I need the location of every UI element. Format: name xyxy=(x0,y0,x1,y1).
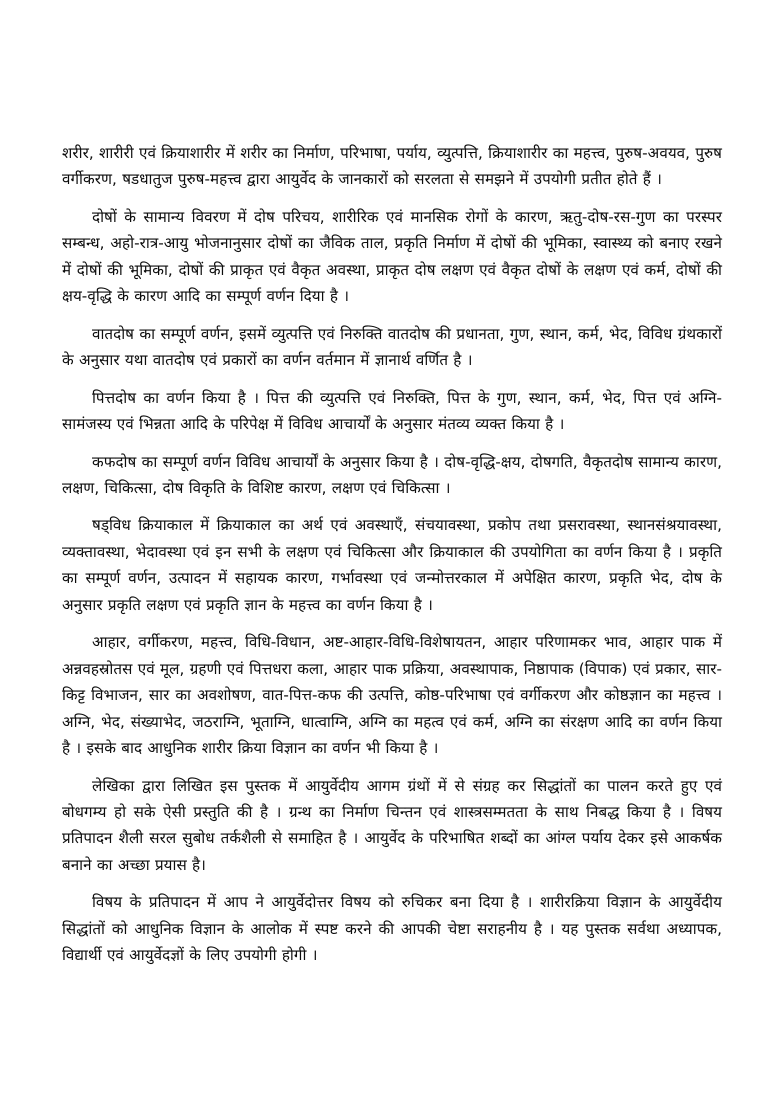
paragraph-vatadosh: वातदोष का सम्पूर्ण वर्णन, इसमें व्युत्पत्ति एवं निरुक्ति वातदोष की प्रधानता, गुण, स्थान, कर्म, भेद, विविध ग्रंथकारों के अनुसार यथा वातदोष एवं प्रकारों का वर्णन वर्तमान में ज्ञानार्थ वर्णित है । xyxy=(62,324,722,370)
paragraph-dosh-samanya: दोषों के सामान्य विवरण में दोष परिचय, शारीरिक एवं मानसिक रोगों के कारण, ऋतु-दोष-रस-गुण का परस्पर सम्बन्ध, अहो-रात्र-आयु भोजनानुसार दोषों का जैविक ताल, प्रकृति निर्माण में दोषों की भूमिका, स्वास्थ्य को बनाए रखने में दोषों की भूमिका, दोषों की प्राकृत एवं वैकृत अवस्था, प्राकृत दोष लक्षण एवं वैकृत दोषों के लक्षण एवं कर्म, दोषों की क्षय-वृद्धि के कारण आदि का सम्पूर्ण वर्णन दिया है । xyxy=(62,207,722,306)
paragraph-pittadosh: पित्तदोष का वर्णन किया है । पित्त की व्युत्पत्ति एवं निरुक्ति, पित्त के गुण, स्थान, कर्म, भेद, पित्त एवं अग्नि-सामंजस्य एवं भिन्नता आदि के परिपेक्ष में विविध आचार्यों के अनुसार मंतव्य व्यक्त किया है । xyxy=(62,388,722,434)
paragraph-sharir: शरीर, शारीरी एवं क्रियाशारीर में शरीर का निर्माण, परिभाषा, पर्याय, व्युत्पत्ति, क्रियाशारीर का महत्त्व, पुरुष-अवयव, पुरुष वर्गीकरण, षडधातुज पुरुष-महत्त्व द्वारा आयुर्वेद के जानकारों को सरलता से समझने में उपयोगी प्रतीत होते हैं । xyxy=(62,144,722,189)
paragraph-shadvidh-kriyakal: षड्विध क्रियाकाल में क्रियाकाल का अर्थ एवं अवस्थाएँ, संचयावस्था, प्रकोप तथा प्रसरावस्था, स्थानसंश्रयावस्था, व्यक्तावस्था, भेदावस्था एवं इन सभी के लक्षण एवं चिकित्सा और क्रियाकाल की उपयोगिता का वर्णन किया है । प्रकृति का सम्पूर्ण वर्णन, उत्पादन में सहायक कारण, गर्भावस्था एवं जन्मोत्तरकाल में अपेक्षित कारण, प्रकृति भेद, दोष के अनुसार प्रकृति लक्षण एवं प्रकृति ज्ञान के महत्त्व का वर्णन किया है । xyxy=(62,516,722,614)
document-body xyxy=(62,140,722,969)
paragraph-kafadosh: कफदोष का सम्पूर्ण वर्णन विविध आचार्यों के अनुसार किया है । दोष-वृद्धि-क्षय, दोषगति, वैकृतदोष सामान्य कारण, लक्षण, चिकित्सा, दोष विकृति के विशिष्ट कारण, लक्षण एवं चिकित्सा । xyxy=(62,452,722,497)
paragraph-aahar: आहार, वर्गीकरण, महत्त्व, विधि-विधान, अष्ट-आहार-विधि-विशेषायतन, आहार परिणामकर भाव, आहार पाक में अन्नवहस्रोतस एवं मूल, ग्रहणी एवं पित्तधरा कला, आहार पाक प्रक्रिया, अवस्थापाक, निष्ठापाक (विपाक) एवं प्रकार, सार-किट्ट विभाजन, सार का अवशोषण, वात-पित्त-कफ की उत्पत्ति, कोष्ठ-परिभाषा एवं वर्गीकरण और कोष्ठज्ञान का महत्त्व । अग्नि, भेद, संख्याभेद, जठराग्नि, भूताग्नि, धात्वाग्नि, अग्नि का महत्व एवं कर्म, अग्नि का संरक्षण आदि का वर्णन किया है । इसके बाद आधुनिक शारीर क्रिया विज्ञान का वर्णन भी किया है । xyxy=(62,633,722,758)
paragraph-vishay: विषय के प्रतिपादन में आप ने आयुर्वेदोत्तर विषय को रुचिकर बना दिया है । शारीरक्रिया विज्ञान के आयुर्वेदीय सिद्धांतों को आधुनिक विज्ञान के आलोक में स्पष्ट करने की आपकी चेष्टा सराहनीय है । यह पुस्तक सर्वथा अध्यापक, विद्यार्थी एवं आयुर्वेदज्ञों के लिए उपयोगी होगी । xyxy=(62,893,722,965)
paragraph-lekhika: लेखिका द्वारा लिखित इस पुस्तक में आयुर्वेदीय आगम ग्रंथों में से संग्रह कर सिद्धांतों का पालन करते हुए एवं बोधगम्य हो सके ऐसी प्रस्तुति की है । ग्रन्थ का निर्माण चिन्तन एवं शास्त्रसम्मतता के साथ निबद्ध किया है । विषय प्रतिपादन शैली सरल सुबोध तर्कशैली से समाहित है । आयुर्वेद के परिभाषित शब्दों का आंग्ल पर्याय देकर इसे आकर्षक बनाने का अच्छा प्रयास है। xyxy=(62,776,722,874)
